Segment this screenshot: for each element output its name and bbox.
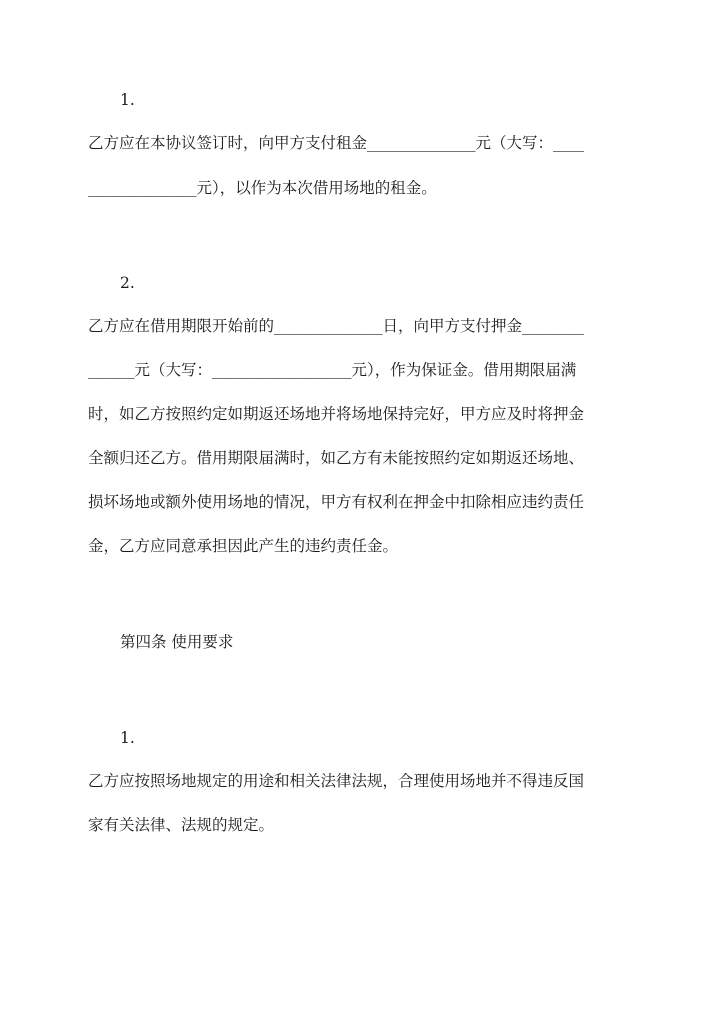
clause-text-line: 损坏场地或额外使用场地的情况，甲方有权利在押金中扣除相应违约责任 — [88, 493, 585, 511]
clause-text-line: ______________元），以作为本次借用场地的租金。 — [88, 179, 437, 197]
clause-number: 2. — [120, 274, 135, 292]
clause-text-line: 乙方应在本协议签订时，向甲方支付租金______________元（大写：____ — [88, 134, 585, 152]
clause-text-line: 乙方应在借用期限开始前的______________日，向甲方支付押金________ — [88, 317, 585, 335]
clause-text-line: 金，乙方应同意承担因此产生的违约责任金。 — [88, 537, 399, 555]
clause-number: 1. — [120, 729, 135, 747]
clause-text-line: 乙方应按照场地规定的用途和相关法律法规，合理使用场地并不得违反国 — [88, 772, 585, 790]
clause-text-line: ______元（大写：__________________元），作为保证金。借用期限届满 — [88, 361, 577, 379]
clause-text-line: 全额归还乙方。借用期限届满时，如乙方有未能按照约定如期返还场地、 — [88, 449, 585, 467]
clause-text-line: 家有关法律、法规的规定。 — [88, 816, 275, 834]
section-heading: 第四条 使用要求 — [120, 633, 234, 651]
clause-number: 1. — [120, 91, 135, 109]
clause-text-line: 时，如乙方按照约定如期返还场地并将场地保持完好，甲方应及时将押金 — [88, 405, 585, 423]
